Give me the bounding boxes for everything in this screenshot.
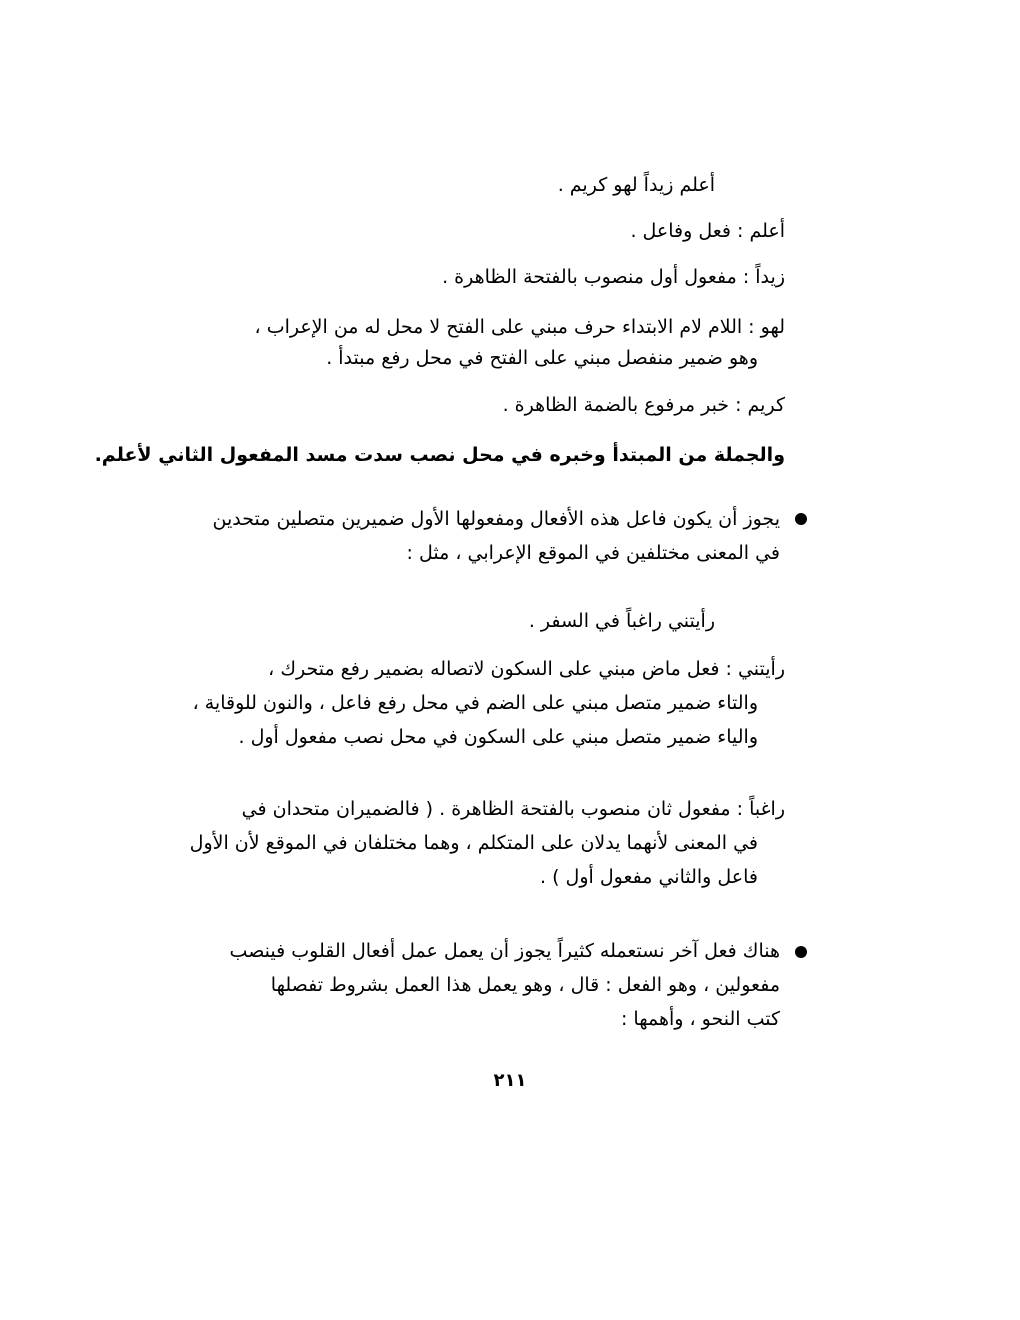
parse-line: راغباً : مفعول ثان منصوب بالفتحة الظاهرة . ( فالضميران متحدان في — [241, 798, 785, 820]
conclusion-line: والجملة من المبتدأ وخبره في محل نصب سدت مسد المفعول الثاني لأعلم. — [94, 444, 785, 466]
parse-line: زيداً : مفعول أول منصوب بالفتحة الظاهرة . — [442, 266, 785, 288]
rule-paragraph-line: كتب النحو ، وأهمها : — [620, 1008, 780, 1030]
page-number: ٢١١ — [493, 1070, 527, 1091]
example-sentence: رأيتني راغباً في السفر . — [528, 610, 715, 632]
parse-line: رأيتني : فعل ماض مبني على السكون لاتصاله بضمير رفع متحرك ، — [268, 658, 785, 680]
rule-paragraph-line: هناك فعل آخر نستعمله كثيراً يجوز أن يعمل عمل أفعال القلوب فينصب — [229, 940, 780, 962]
rule-paragraph-line: مفعولين ، وهو الفعل : قال ، وهو يعمل هذا العمل بشروط تفصلها — [270, 974, 780, 996]
rule-paragraph-line: في المعنى مختلفين في الموقع الإعرابي ، مثل : — [406, 542, 780, 564]
parse-line-continued: وهو ضمير منفصل مبني على الفتح في محل رفع مبتدأ . — [326, 347, 758, 369]
parse-line-continued: والتاء ضمير متصل مبني على الضم في محل رفع فاعل ، والنون للوقاية ، — [192, 692, 758, 714]
example-sentence: أعلم زيداً لهو كريم . — [557, 174, 715, 196]
bullet-icon — [795, 513, 807, 525]
parse-line-continued: فاعل والثاني مفعول أول ) . — [540, 866, 758, 888]
bullet-icon — [795, 946, 807, 958]
parse-line: كريم : خبر مرفوع بالضمة الظاهرة . — [502, 394, 785, 416]
parse-line: لهو : اللام لام الابتداء حرف مبني على الفتح لا محل له من الإعراب ، — [254, 316, 785, 338]
parse-line: أعلم : فعل وفاعل . — [630, 220, 785, 242]
rule-paragraph-line: يجوز أن يكون فاعل هذه الأفعال ومفعولها الأول ضميرين متصلين متحدين — [212, 508, 780, 530]
parse-line-continued: والياء ضمير متصل مبني على السكون في محل نصب مفعول أول . — [238, 726, 758, 748]
parse-line-continued: في المعنى لأنهما يدلان على المتكلم ، وهما مختلفان في الموقع لأن الأول — [189, 832, 758, 854]
